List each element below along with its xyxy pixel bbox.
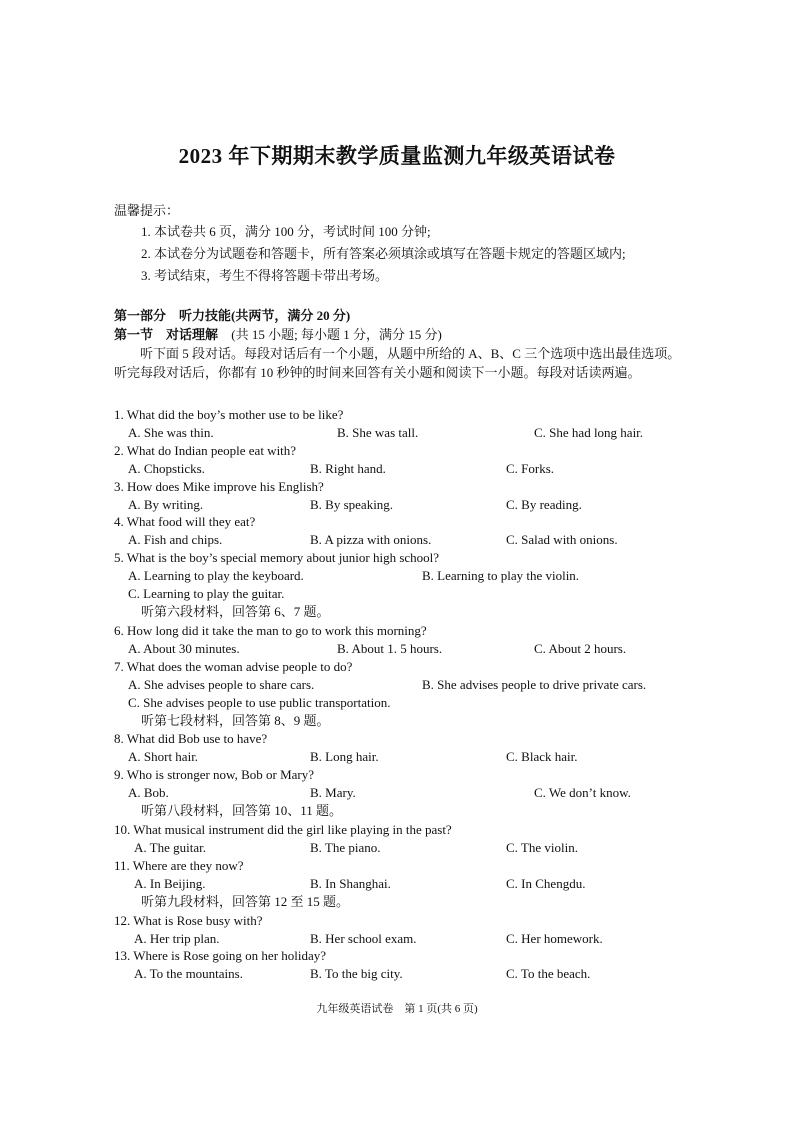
option-a: A. She was thin. (128, 425, 214, 440)
question: 3. How does Mike improve his English? (114, 479, 324, 494)
option-b: B. To the big city. (310, 966, 403, 981)
option-a: A. In Beijing. (134, 876, 206, 891)
option-a: A. To the mountains. (134, 966, 243, 981)
option-b: B. By speaking. (310, 497, 394, 512)
option-c: C. Learning to play the guitar. (128, 586, 285, 601)
option-a: A. Bob. (128, 785, 169, 800)
option-b: B. Long hair. (310, 749, 379, 764)
listening-note: 听第八段材料，回答第 10、11 题。 (141, 803, 343, 818)
question: 9. Who is stronger now, Bob or Mary? (114, 767, 315, 782)
option-a: A. Chopsticks. (128, 461, 205, 476)
tips-heading: 温馨提示： (114, 203, 180, 218)
option-a: A. Fish and chips. (128, 532, 223, 547)
option-b: B. She was tall. (337, 425, 419, 440)
question: 12. What is Rose busy with? (114, 913, 263, 928)
option-a: A. By writing. (128, 497, 204, 512)
question: 10. What musical instrument did the girl like playing in the past? (114, 822, 452, 837)
option-b: B. Mary. (310, 785, 356, 800)
option-a: A. Learning to play the keyboard. (128, 568, 304, 583)
option-b: B. About 1. 5 hours. (337, 641, 443, 656)
option-c: C. Forks. (506, 461, 555, 476)
option-a: A. About 30 minutes. (128, 641, 240, 656)
option-a: A. The guitar. (134, 840, 206, 855)
question: 7. What does the woman advise people to do? (114, 659, 353, 674)
option-a: A. She advises people to share cars. (128, 677, 315, 692)
option-b: B. A pizza with onions. (310, 532, 432, 547)
option-c: C. We don’t know. (534, 785, 631, 800)
question: 1. What did the boy’s mother use to be like? (114, 407, 344, 422)
option-c: C. She advises people to use public transportation. (128, 695, 391, 710)
tip-item: 3. 考试结束，考生不得将答题卡带出考场。 (141, 268, 389, 283)
listening-note: 听第九段材料，回答第 12 至 15 题。 (141, 894, 350, 909)
question: 13. Where is Rose going on her holiday? (114, 948, 327, 963)
tip-item: 2. 本试卷分为试题卷和答题卡，所有答案必须填涂或填写在答题卡规定的答题区域内; (141, 246, 626, 261)
tip-item: 1. 本试卷共 6 页，满分 100 分，考试时间 100 分钟; (141, 224, 431, 239)
section-note: (共 15 小题; 每小题 1 分，满分 15 分) (231, 327, 442, 342)
option-b: B. In Shanghai. (310, 876, 391, 891)
option-b: B. The piano. (310, 840, 381, 855)
option-b: B. Her school exam. (310, 931, 417, 946)
option-c: C. Her homework. (506, 931, 603, 946)
section-title-text: 第一节 对话理解 (114, 327, 219, 342)
option-b: B. Right hand. (310, 461, 386, 476)
page-footer: 九年级英语试卷 第 1 页(共 6 页) (316, 1003, 478, 1015)
question: 2. What do Indian people eat with? (114, 443, 297, 458)
option-c: C. In Chengdu. (506, 876, 586, 891)
listening-note: 听第六段材料，回答第 6、7 题。 (141, 604, 330, 619)
option-b: B. Learning to play the violin. (422, 568, 580, 583)
option-a: A. Her trip plan. (134, 931, 220, 946)
option-c: C. By reading. (506, 497, 582, 512)
part-title: 第一部分 听力技能(共两节，满分 20 分) (114, 308, 351, 323)
option-c: C. To the beach. (506, 966, 591, 981)
option-c: C. Salad with onions. (506, 532, 618, 547)
page-title: 2023 年下期期末教学质量监测九年级英语试卷 (178, 144, 616, 168)
option-c: C. Black hair. (506, 749, 578, 764)
question: 8. What did Bob use to have? (114, 731, 268, 746)
question: 11. Where are they now? (114, 858, 244, 873)
option-c: C. She had long hair. (534, 425, 644, 440)
option-c: C. The violin. (506, 840, 578, 855)
question: 6. How long did it take the man to go to work this morning? (114, 623, 427, 638)
question: 5. What is the boy’s special memory about junior high school? (114, 550, 440, 565)
section-intro: 听下面 5 段对话。每段对话后有一个小题，从题中所给的 A、B、C 三个选项中选出最佳选项。听完每段对话后，你都有 10 秒钟的时间来回答有关小题和阅读下一小题。每段对话读两遍。 (114, 346, 681, 380)
listening-note: 听第七段材料，回答第 8、9 题。 (141, 713, 330, 728)
option-a: A. Short hair. (128, 749, 199, 764)
option-b: B. She advises people to drive private cars. (422, 677, 647, 692)
option-c: C. About 2 hours. (534, 641, 627, 656)
section-title (114, 326, 442, 343)
question: 4. What food will they eat? (114, 514, 256, 529)
